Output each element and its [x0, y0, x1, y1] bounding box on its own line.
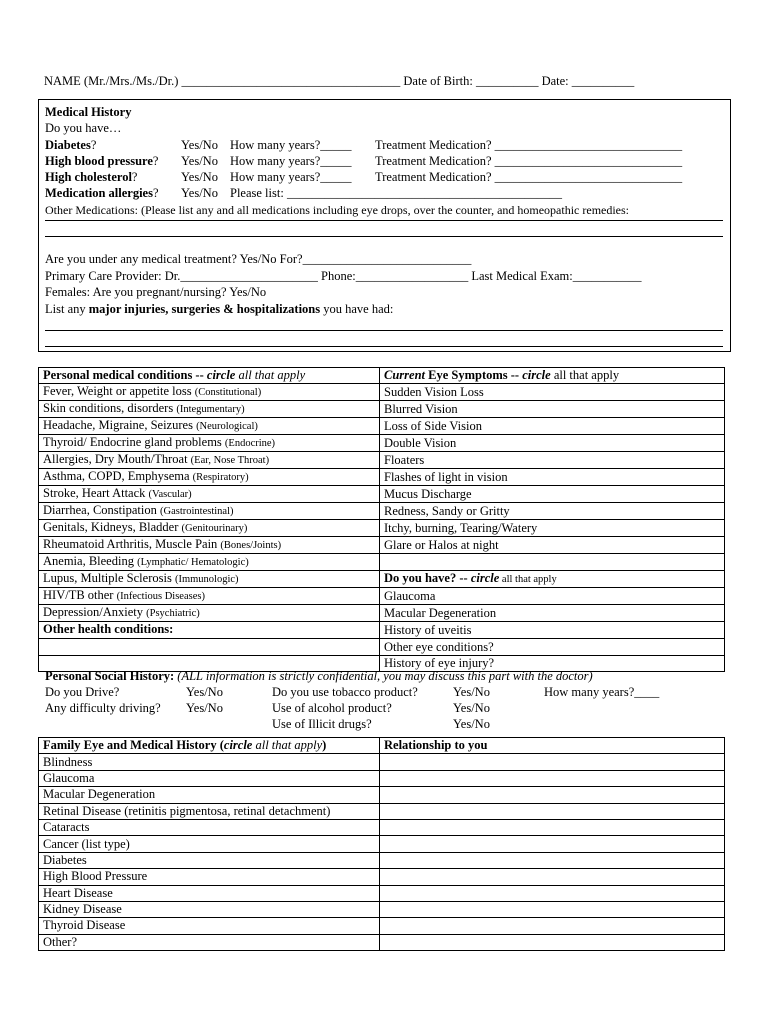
family-condition-cell[interactable]: Diabetes	[39, 852, 380, 868]
personal-condition-cell[interactable]: Other health conditions:	[39, 622, 380, 639]
table-row	[39, 554, 725, 571]
difficulty-driving-yesno[interactable]: Yes/No	[186, 701, 223, 715]
relationship-cell[interactable]	[380, 754, 725, 770]
personal-condition-cell[interactable]: Rheumatoid Arthritis, Muscle Pain (Bones/Joints)	[39, 537, 380, 554]
table-row	[39, 588, 725, 605]
table-row	[39, 852, 725, 868]
hbp-treatment[interactable]: Treatment Medication? ______________________________	[375, 154, 683, 168]
table-row	[39, 520, 725, 537]
table-row	[39, 934, 725, 950]
relationship-cell[interactable]	[380, 852, 725, 868]
family-condition-cell[interactable]: Kidney Disease	[39, 901, 380, 917]
family-condition-cell[interactable]: Heart Disease	[39, 885, 380, 901]
table-row	[39, 787, 725, 803]
eye-symptom-cell[interactable]: Blurred Vision	[380, 401, 725, 418]
relationship-cell[interactable]	[380, 836, 725, 852]
relationship-cell[interactable]	[380, 819, 725, 835]
table-row	[39, 384, 725, 401]
table-row	[39, 537, 725, 554]
diabetes-label: Diabetes	[45, 138, 91, 152]
medical-history-title: Medical History	[45, 105, 132, 119]
table-row	[39, 836, 725, 852]
family-condition-cell[interactable]: Thyroid Disease	[39, 918, 380, 934]
eye-symptom-cell[interactable]: Redness, Sandy or Gritty	[380, 503, 725, 520]
social-history-heading: Personal Social History: (ALL information is strictly confidential, you may discuss this part with the doctor)	[45, 669, 593, 683]
alcohol-question: Use of alcohol product?	[272, 701, 392, 715]
personal-conditions-header: Personal medical conditions -- circle all that apply	[39, 368, 380, 384]
personal-condition-cell[interactable]: Fever, Weight or appetite loss (Constitutional)	[39, 384, 380, 401]
medical-treatment-question[interactable]: Are you under any medical treatment? Yes/No For?___________________________	[45, 252, 472, 266]
allergies-list[interactable]: Please list: ____________________________________________	[230, 186, 562, 200]
eye-symptom-cell[interactable]: Do you have? -- circle all that apply	[380, 571, 725, 588]
family-condition-cell[interactable]: Blindness	[39, 754, 380, 770]
family-condition-cell[interactable]: Cancer (list type)	[39, 836, 380, 852]
personal-condition-cell[interactable]: Diarrhea, Constipation (Gastrointestinal)	[39, 503, 380, 520]
relationship-cell[interactable]	[380, 885, 725, 901]
eye-symptom-cell[interactable]: Itchy, burning, Tearing/Watery	[380, 520, 725, 537]
other-medications-line-2[interactable]	[45, 236, 723, 237]
table-row	[39, 754, 725, 770]
dob-field[interactable]: __________	[475, 74, 539, 88]
table-row	[39, 901, 725, 917]
name-field[interactable]: ___________________________________	[181, 74, 401, 88]
hbp-yesno[interactable]: Yes/No	[181, 154, 218, 168]
personal-condition-cell[interactable]: Stroke, Heart Attack (Vascular)	[39, 486, 380, 503]
eye-symptom-cell[interactable]: History of eye injury?	[380, 655, 725, 671]
table-row	[39, 452, 725, 469]
cholesterol-label: High cholesterol	[45, 170, 132, 184]
family-history-header: Family Eye and Medical History (circle all that apply)	[39, 738, 380, 754]
cholesterol-years[interactable]: How many years?_____	[230, 170, 352, 184]
personal-condition-cell[interactable]: Anemia, Bleeding (Lymphatic/ Hematologic)	[39, 554, 380, 571]
table-row	[39, 435, 725, 452]
tobacco-yesno[interactable]: Yes/No	[453, 685, 490, 699]
diabetes-years[interactable]: How many years?_____	[230, 138, 352, 152]
personal-condition-cell[interactable]: Lupus, Multiple Sclerosis (Immunologic)	[39, 571, 380, 588]
diabetes-yesno[interactable]: Yes/No	[181, 138, 218, 152]
injuries-line-2[interactable]	[45, 346, 723, 347]
drive-yesno[interactable]: Yes/No	[186, 685, 223, 699]
table-row	[39, 418, 725, 435]
table-row	[39, 622, 725, 639]
personal-condition-cell[interactable]: Genitals, Kidneys, Bladder (Genitourinary)	[39, 520, 380, 537]
family-condition-cell[interactable]: Other?	[39, 934, 380, 950]
personal-condition-cell[interactable]: Asthma, COPD, Emphysema (Respiratory)	[39, 469, 380, 486]
eye-symptom-cell[interactable]: History of uveitis	[380, 622, 725, 639]
personal-condition-cell[interactable]: Depression/Anxiety (Psychiatric)	[39, 605, 380, 622]
allergies-label: Medication allergies	[45, 186, 153, 200]
table-row	[39, 605, 725, 622]
hbp-label: High blood pressure	[45, 154, 153, 168]
table-row	[39, 770, 725, 786]
cholesterol-row: High cholesterol?	[45, 170, 138, 184]
personal-condition-cell[interactable]	[39, 639, 380, 655]
allergies-yesno[interactable]: Yes/No	[181, 186, 218, 200]
personal-condition-cell[interactable]: Skin conditions, disorders (Integumentary)	[39, 401, 380, 418]
cholesterol-treatment[interactable]: Treatment Medication? ______________________________	[375, 170, 683, 184]
do-you-have-label: Do you have…	[45, 121, 122, 135]
personal-condition-cell[interactable]: Allergies, Dry Mouth/Throat (Ear, Nose Throat)	[39, 452, 380, 469]
table-row	[39, 803, 725, 819]
table-row	[39, 401, 725, 418]
drugs-yesno[interactable]: Yes/No	[453, 717, 490, 731]
years-question[interactable]: How many years?____	[544, 685, 660, 699]
family-condition-cell[interactable]: Macular Degeneration	[39, 787, 380, 803]
relationship-cell[interactable]	[380, 770, 725, 786]
table-row	[39, 869, 725, 885]
allergies-row: Medication allergies?	[45, 186, 159, 200]
hbp-row: High blood pressure?	[45, 154, 159, 168]
personal-condition-cell[interactable]: Thyroid/ Endocrine gland problems (Endocrine)	[39, 435, 380, 452]
name-line	[44, 74, 634, 89]
eye-symptom-cell[interactable]: Double Vision	[380, 435, 725, 452]
conditions-table	[38, 367, 725, 672]
eye-symptom-cell[interactable]: Glare or Halos at night	[380, 537, 725, 554]
tobacco-question: Do you use tobacco product?	[272, 685, 418, 699]
family-condition-cell[interactable]: Retinal Disease (retinitis pigmentosa, retinal detachment)	[39, 803, 380, 819]
injuries-line-1[interactable]	[45, 330, 723, 331]
relationship-cell[interactable]	[380, 901, 725, 917]
hbp-years[interactable]: How many years?_____	[230, 154, 352, 168]
cholesterol-yesno[interactable]: Yes/No	[181, 170, 218, 184]
date-field[interactable]: __________	[571, 74, 635, 88]
eye-symptom-cell[interactable]: Mucus Discharge	[380, 486, 725, 503]
table-row	[39, 486, 725, 503]
eye-symptom-cell[interactable]: Flashes of light in vision	[380, 469, 725, 486]
eye-symptom-cell[interactable]: Loss of Side Vision	[380, 418, 725, 435]
eye-symptom-cell[interactable]	[380, 554, 725, 571]
diabetes-treatment[interactable]: Treatment Medication? ______________________________	[375, 138, 683, 152]
eye-symptom-cell[interactable]: Sudden Vision Loss	[380, 384, 725, 401]
table-row	[39, 918, 725, 934]
relationship-cell[interactable]	[380, 869, 725, 885]
drive-question: Do you Drive?	[45, 685, 120, 699]
eye-symptom-cell[interactable]: Glaucoma	[380, 588, 725, 605]
relationship-cell[interactable]	[380, 803, 725, 819]
injuries-label: List any major injuries, surgeries & hospitalizations you have had:	[45, 302, 394, 316]
drugs-question: Use of Illicit drugs?	[272, 717, 372, 731]
relationship-cell[interactable]	[380, 918, 725, 934]
family-history-table	[38, 737, 725, 951]
dob-label: Date of Birth:	[403, 74, 473, 88]
primary-care-provider[interactable]: Primary Care Provider: Dr.______________________ Phone:__________________ Last Medical Exam:___________	[45, 269, 642, 283]
table-row	[39, 819, 725, 835]
pregnant-question[interactable]: Females: Are you pregnant/nursing? Yes/No	[45, 285, 267, 299]
family-condition-cell[interactable]: Glaucoma	[39, 770, 380, 786]
eye-symptom-cell[interactable]: Floaters	[380, 452, 725, 469]
relationship-cell[interactable]	[380, 934, 725, 950]
alcohol-yesno[interactable]: Yes/No	[453, 701, 490, 715]
table-row	[39, 571, 725, 588]
difficulty-driving-question: Any difficulty driving?	[45, 701, 161, 715]
table-row	[39, 469, 725, 486]
table-row	[39, 885, 725, 901]
eye-symptom-cell[interactable]: Other eye conditions?	[380, 639, 725, 655]
eye-symptoms-header: Current Eye Symptoms -- circle all that apply	[380, 368, 725, 384]
other-medications-label: Other Medications: (Please list any and all medications including eye drops, over the counter, and homeopathic remedies:	[45, 203, 630, 217]
diabetes-row: Diabetes?	[45, 138, 97, 152]
relationship-cell[interactable]	[380, 787, 725, 803]
personal-condition-cell[interactable]: HIV/TB other (Infectious Diseases)	[39, 588, 380, 605]
eye-symptom-cell[interactable]: Macular Degeneration	[380, 605, 725, 622]
family-condition-cell[interactable]: High Blood Pressure	[39, 869, 380, 885]
table-row	[39, 503, 725, 520]
family-condition-cell[interactable]: Cataracts	[39, 819, 380, 835]
personal-condition-cell[interactable]: Headache, Migraine, Seizures (Neurological)	[39, 418, 380, 435]
date-label: Date:	[541, 74, 569, 88]
table-row	[39, 639, 725, 655]
relationship-header: Relationship to you	[380, 738, 725, 754]
name-label: NAME (Mr./Mrs./Ms./Dr.)	[44, 74, 179, 88]
other-medications-line-1[interactable]	[45, 220, 723, 221]
